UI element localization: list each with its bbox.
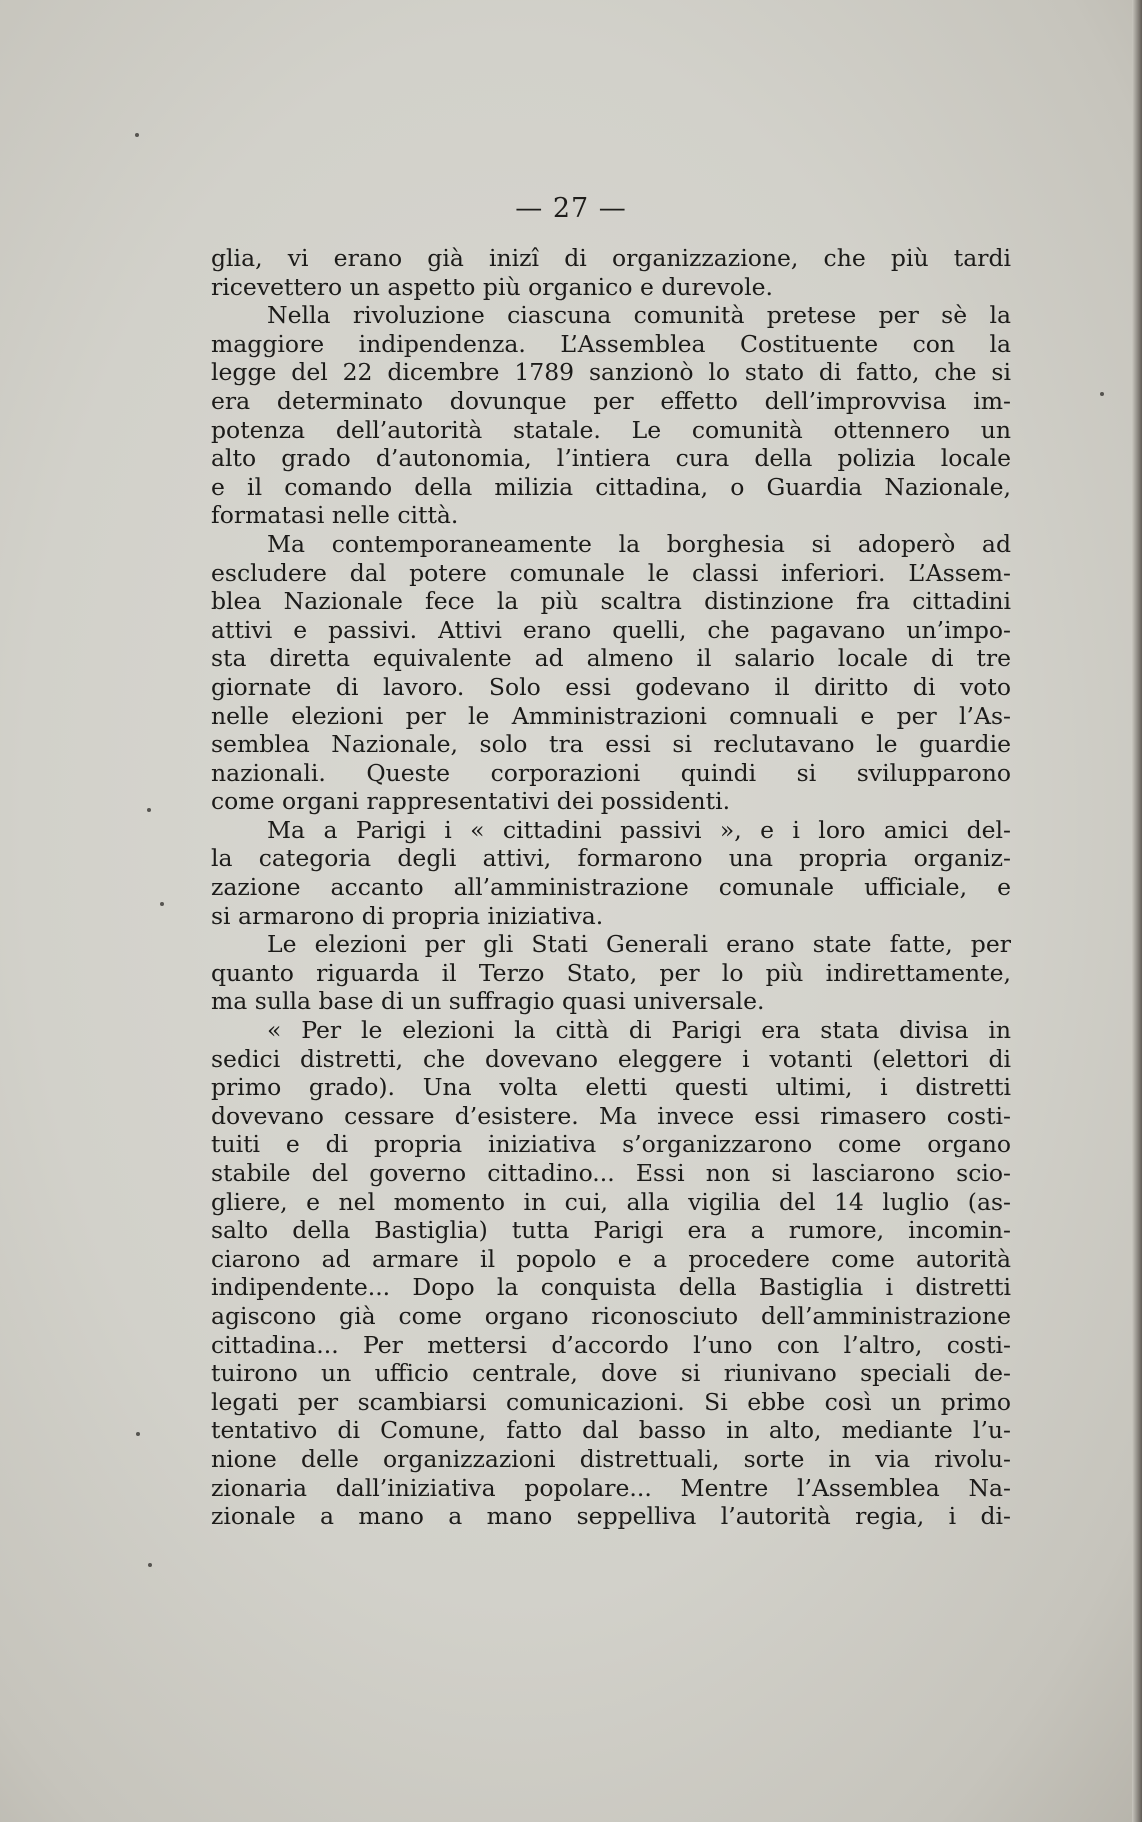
text-line: blea Nazionale fece la più scaltra distinzione fra cittadini (211, 587, 1011, 616)
text-line: come organi rappresentativi dei possidenti. (211, 787, 731, 816)
text-line: nazionali. Queste corporazioni quindi si svilupparono (211, 758, 1011, 787)
text-line: zionale a mano a mano seppelliva l’autorità regia, i di- (211, 1502, 1011, 1531)
text-line: primo grado). Una volta eletti questi ultimi, i distretti (211, 1073, 1011, 1102)
text-line: zionaria dall’iniziativa popolare... Mentre l’Assemblea Na- (211, 1473, 1011, 1502)
print-speck (1100, 392, 1104, 396)
page-number: — 27 — (515, 193, 627, 224)
text-line: la categoria degli attivi, formarono una propria organiz- (211, 844, 1011, 873)
text-line: tentativo di Comune, fatto dal basso in alto, mediante l’u- (211, 1416, 1011, 1445)
text-line: Le elezioni per gli Stati Generali erano state fatte, per (267, 930, 1011, 959)
page-edge-shadow (1132, 0, 1142, 1822)
text-line: potenza dell’autorità statale. Le comunità ottennero un (211, 415, 1011, 444)
text-line: formatasi nelle città. (211, 501, 459, 530)
print-speck (136, 1432, 140, 1436)
text-line: agiscono già come organo riconosciuto dell’amministrazione (211, 1301, 1011, 1330)
text-line: tuirono un ufficio centrale, dove si riunivano speciali de- (211, 1359, 1011, 1388)
text-line: legge del 22 dicembre 1789 sanzionò lo stato di fatto, che si (211, 358, 1011, 387)
text-line: sta diretta equivalente ad almeno il salario locale di tre (211, 644, 1011, 673)
text-line: sedici distretti, che dovevano eleggere i votanti (elettori di (211, 1044, 1011, 1073)
text-line: Nella rivoluzione ciascuna comunità pretese per sè la (267, 301, 1011, 330)
text-line: dovevano cessare d’esistere. Ma invece essi rimasero costi- (211, 1101, 1011, 1130)
print-speck (160, 902, 164, 906)
text-line: nelle elezioni per le Amministrazioni comnuali e per l’As- (211, 701, 1011, 730)
text-line: glia, vi erano già inizî di organizzazione, che più tardi (211, 244, 1011, 272)
text-line: indipendente... Dopo la conquista della Bastiglia i distretti (211, 1273, 1011, 1302)
text-line: cittadina... Per mettersi d’accordo l’uno con l’altro, costi- (211, 1330, 1011, 1359)
text-line: era determinato dovunque per effetto dell’improvvisa im- (211, 386, 1011, 415)
text-line: alto grado d’autonomia, l’intiera cura della polizia locale (211, 444, 1011, 473)
print-speck (147, 808, 151, 812)
print-speck (148, 1563, 152, 1567)
text-line: salto della Bastiglia) tutta Parigi era a rumore, incomin- (211, 1216, 1011, 1245)
text-line: Ma contemporaneamente la borghesia si adoperò ad (267, 529, 1011, 558)
text-line: ricevettero un aspetto più organico e durevole. (211, 272, 773, 301)
text-line: Ma a Parigi i « cittadini passivi », e i loro amici del- (267, 815, 1011, 844)
text-line: gliere, e nel momento in cui, alla vigilia del 14 luglio (as- (211, 1187, 1011, 1216)
text-line: zazione accanto all’amministrazione comunale ufficiale, e (211, 873, 1011, 902)
text-line: stabile del governo cittadino... Essi non si lasciarono scio- (211, 1159, 1011, 1187)
text-line: attivi e passivi. Attivi erano quelli, che pagavano un’impo- (211, 615, 1011, 644)
text-line: semblea Nazionale, solo tra essi si reclutavano le guardie (211, 730, 1011, 759)
text-line: ciarono ad armare il popolo e a procedere come autorità (211, 1244, 1011, 1273)
text-line: legati per scambiarsi comunicazioni. Si ebbe così un primo (211, 1387, 1011, 1416)
body-text (211, 244, 1011, 1531)
text-line: nione delle organizzazioni distrettuali, sorte in via rivolu- (211, 1444, 1011, 1473)
text-line: tuiti e di propria iniziativa s’organizzarono come organo (211, 1130, 1011, 1159)
text-line: escludere dal potere comunale le classi inferiori. L’Assem- (211, 558, 1011, 587)
text-line: quanto riguarda il Terzo Stato, per lo più indirettamente, (211, 958, 1011, 987)
text-line: si armarono di propria iniziativa. (211, 901, 604, 930)
print-speck (135, 133, 139, 137)
text-line: « Per le elezioni la città di Parigi era stata divisa in (267, 1016, 1011, 1045)
text-line: ma sulla base di un suffragio quasi universale. (211, 987, 765, 1016)
text-line: e il comando della milizia cittadina, o Guardia Nazionale, (211, 472, 1011, 501)
text-line: giornate di lavoro. Solo essi godevano il diritto di voto (211, 672, 1011, 701)
text-line: maggiore indipendenza. L’Assemblea Costituente con la (211, 329, 1011, 358)
